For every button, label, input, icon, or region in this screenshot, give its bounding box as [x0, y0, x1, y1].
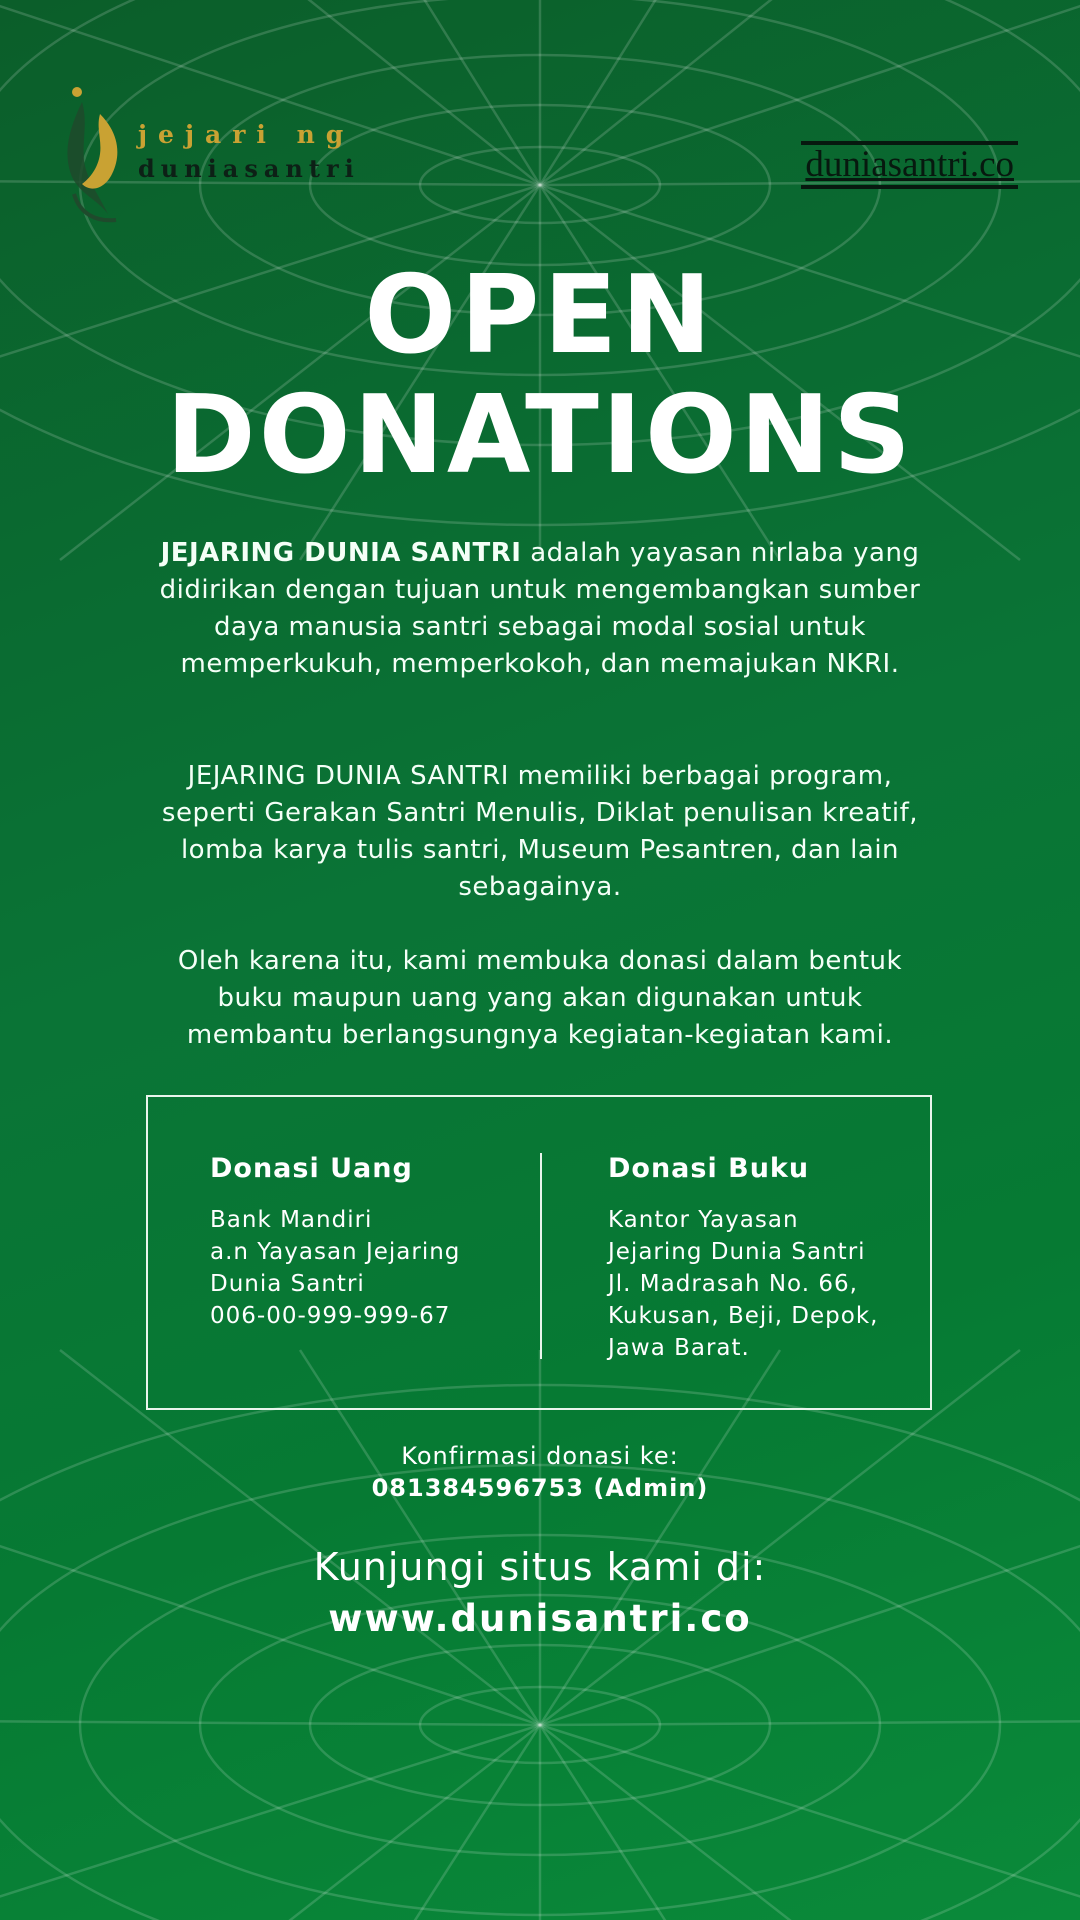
- money-donation-line: a.n Yayasan Jejaring: [210, 1239, 461, 1265]
- column-divider: [540, 1153, 542, 1359]
- org-name: JEJARING DUNIA SANTRI: [160, 538, 522, 568]
- intro-paragraph-2: JEJARING DUNIA SANTRI memiliki berbagai program, seperti Gerakan Santri Menulis, Diklat penulisan kreatif, lomba karya tulis santri, Museum Pesantren, dan lain sebagainya.: [161, 761, 919, 902]
- book-donation-line: Jawa Barat.: [608, 1335, 750, 1361]
- book-donation-title: Donasi Buku: [608, 1153, 810, 1184]
- book-donation-line: Jejaring Dunia Santri: [608, 1239, 866, 1265]
- headline-open: OPEN: [364, 253, 716, 378]
- bank-account-number: 006-00-999-999-67: [210, 1303, 451, 1329]
- headline-donations: DONATIONS: [166, 373, 914, 498]
- book-donation-line: Jl. Madrasah No. 66,: [608, 1271, 858, 1297]
- intro-paragraph-1-text: adalah yayasan nirlaba yang didirikan dengan tujuan untuk mengembangkan sumber daya manusia santri sebagai modal sosial untuk memperkukuh, memperkokoh, dan memajukan NKRI.: [159, 538, 921, 679]
- logo-wordmark-top: jejari ng: [138, 120, 355, 149]
- confirmation-label: Konfirmasi donasi ke:: [401, 1442, 679, 1470]
- book-donation-line: Kukusan, Beji, Depok,: [608, 1303, 879, 1329]
- admin-phone-number[interactable]: 081384596753 (Admin): [371, 1474, 709, 1502]
- book-donation-line: Kantor Yayasan: [608, 1207, 799, 1233]
- brand-logo: [60, 82, 360, 242]
- intro-paragraph-3: Oleh karena itu, kami membuka donasi dalam bentuk buku maupun uang yang akan digunakan untuk membantu berlangsungnya kegiatan-kegiatan kami.: [177, 946, 903, 1050]
- website-link[interactable]: www.dunisantri.co: [328, 1597, 752, 1640]
- flame-leaf-icon: [60, 82, 130, 237]
- money-donation-column: [210, 1153, 510, 1332]
- book-donation-column: [608, 1153, 908, 1364]
- header-site-link[interactable]: duniasantri.co: [801, 141, 1018, 189]
- money-donation-title: Donasi Uang: [210, 1153, 413, 1184]
- logo-wordmark-bottom: duniasantri: [138, 154, 360, 183]
- money-donation-line: Bank Mandiri: [210, 1207, 373, 1233]
- visit-label: Kunjungi situs kami di:: [313, 1545, 767, 1589]
- donation-info-box: [146, 1095, 932, 1410]
- intro-paragraph-1: [150, 535, 930, 683]
- money-donation-line: Dunia Santri: [210, 1271, 365, 1297]
